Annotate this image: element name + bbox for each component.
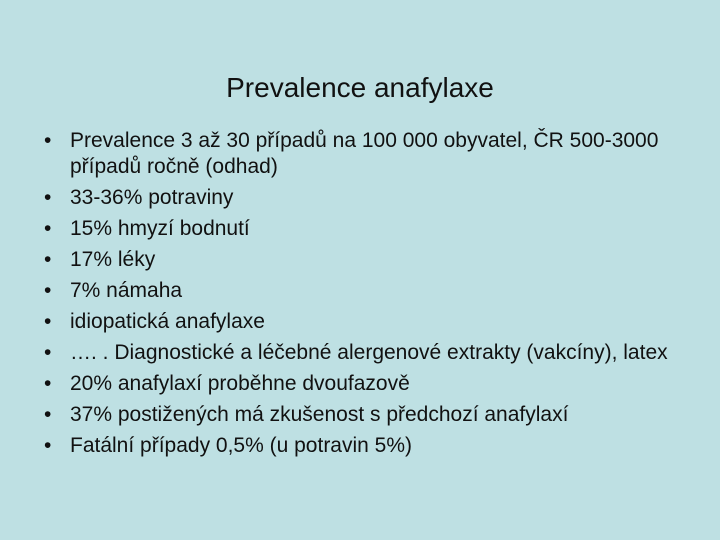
list-item [44, 216, 684, 242]
bullet-text: 33-36% potraviny [70, 186, 234, 209]
bullet-icon: • [44, 217, 52, 240]
list-item [44, 185, 684, 211]
bullet-text: Fatální případy 0,5% (u potravin 5%) [70, 434, 413, 457]
bullet-icon: • [44, 129, 52, 152]
list-item [44, 247, 684, 273]
list-item [44, 309, 684, 335]
bullet-icon: • [44, 372, 52, 395]
bullet-list [44, 128, 684, 464]
bullet-icon: • [44, 310, 52, 333]
list-item [44, 433, 684, 459]
list-item [44, 371, 684, 397]
bullet-text: idiopatická anafylaxe [70, 310, 265, 333]
bullet-icon: • [44, 434, 52, 457]
bullet-text: 17% léky [70, 248, 156, 271]
bullet-text: 37% postižených má zkušenost s předchozí anafylaxí [70, 403, 569, 426]
bullet-icon: • [44, 403, 52, 426]
bullet-icon: • [44, 341, 52, 364]
bullet-icon: • [44, 279, 52, 302]
list-item [44, 278, 684, 304]
bullet-icon: • [44, 248, 52, 271]
list-item [44, 340, 684, 366]
bullet-text: Prevalence 3 až 30 případů na 100 000 obyvatel, ČR 500-3000 případů ročně (odhad) [70, 129, 659, 178]
list-item [44, 128, 684, 180]
bullet-text: 20% anafylaxí proběhne dvoufazově [70, 372, 410, 395]
bullet-text: 7% námaha [70, 279, 183, 302]
bullet-icon: • [44, 186, 52, 209]
list-item [44, 402, 684, 428]
bullet-text: …. . Diagnostické a léčebné alergenové extrakty (vakcíny), latex [70, 341, 668, 364]
slide-title: Prevalence anafylaxe [226, 72, 494, 103]
bullet-text: 15% hmyzí bodnutí [70, 217, 250, 240]
